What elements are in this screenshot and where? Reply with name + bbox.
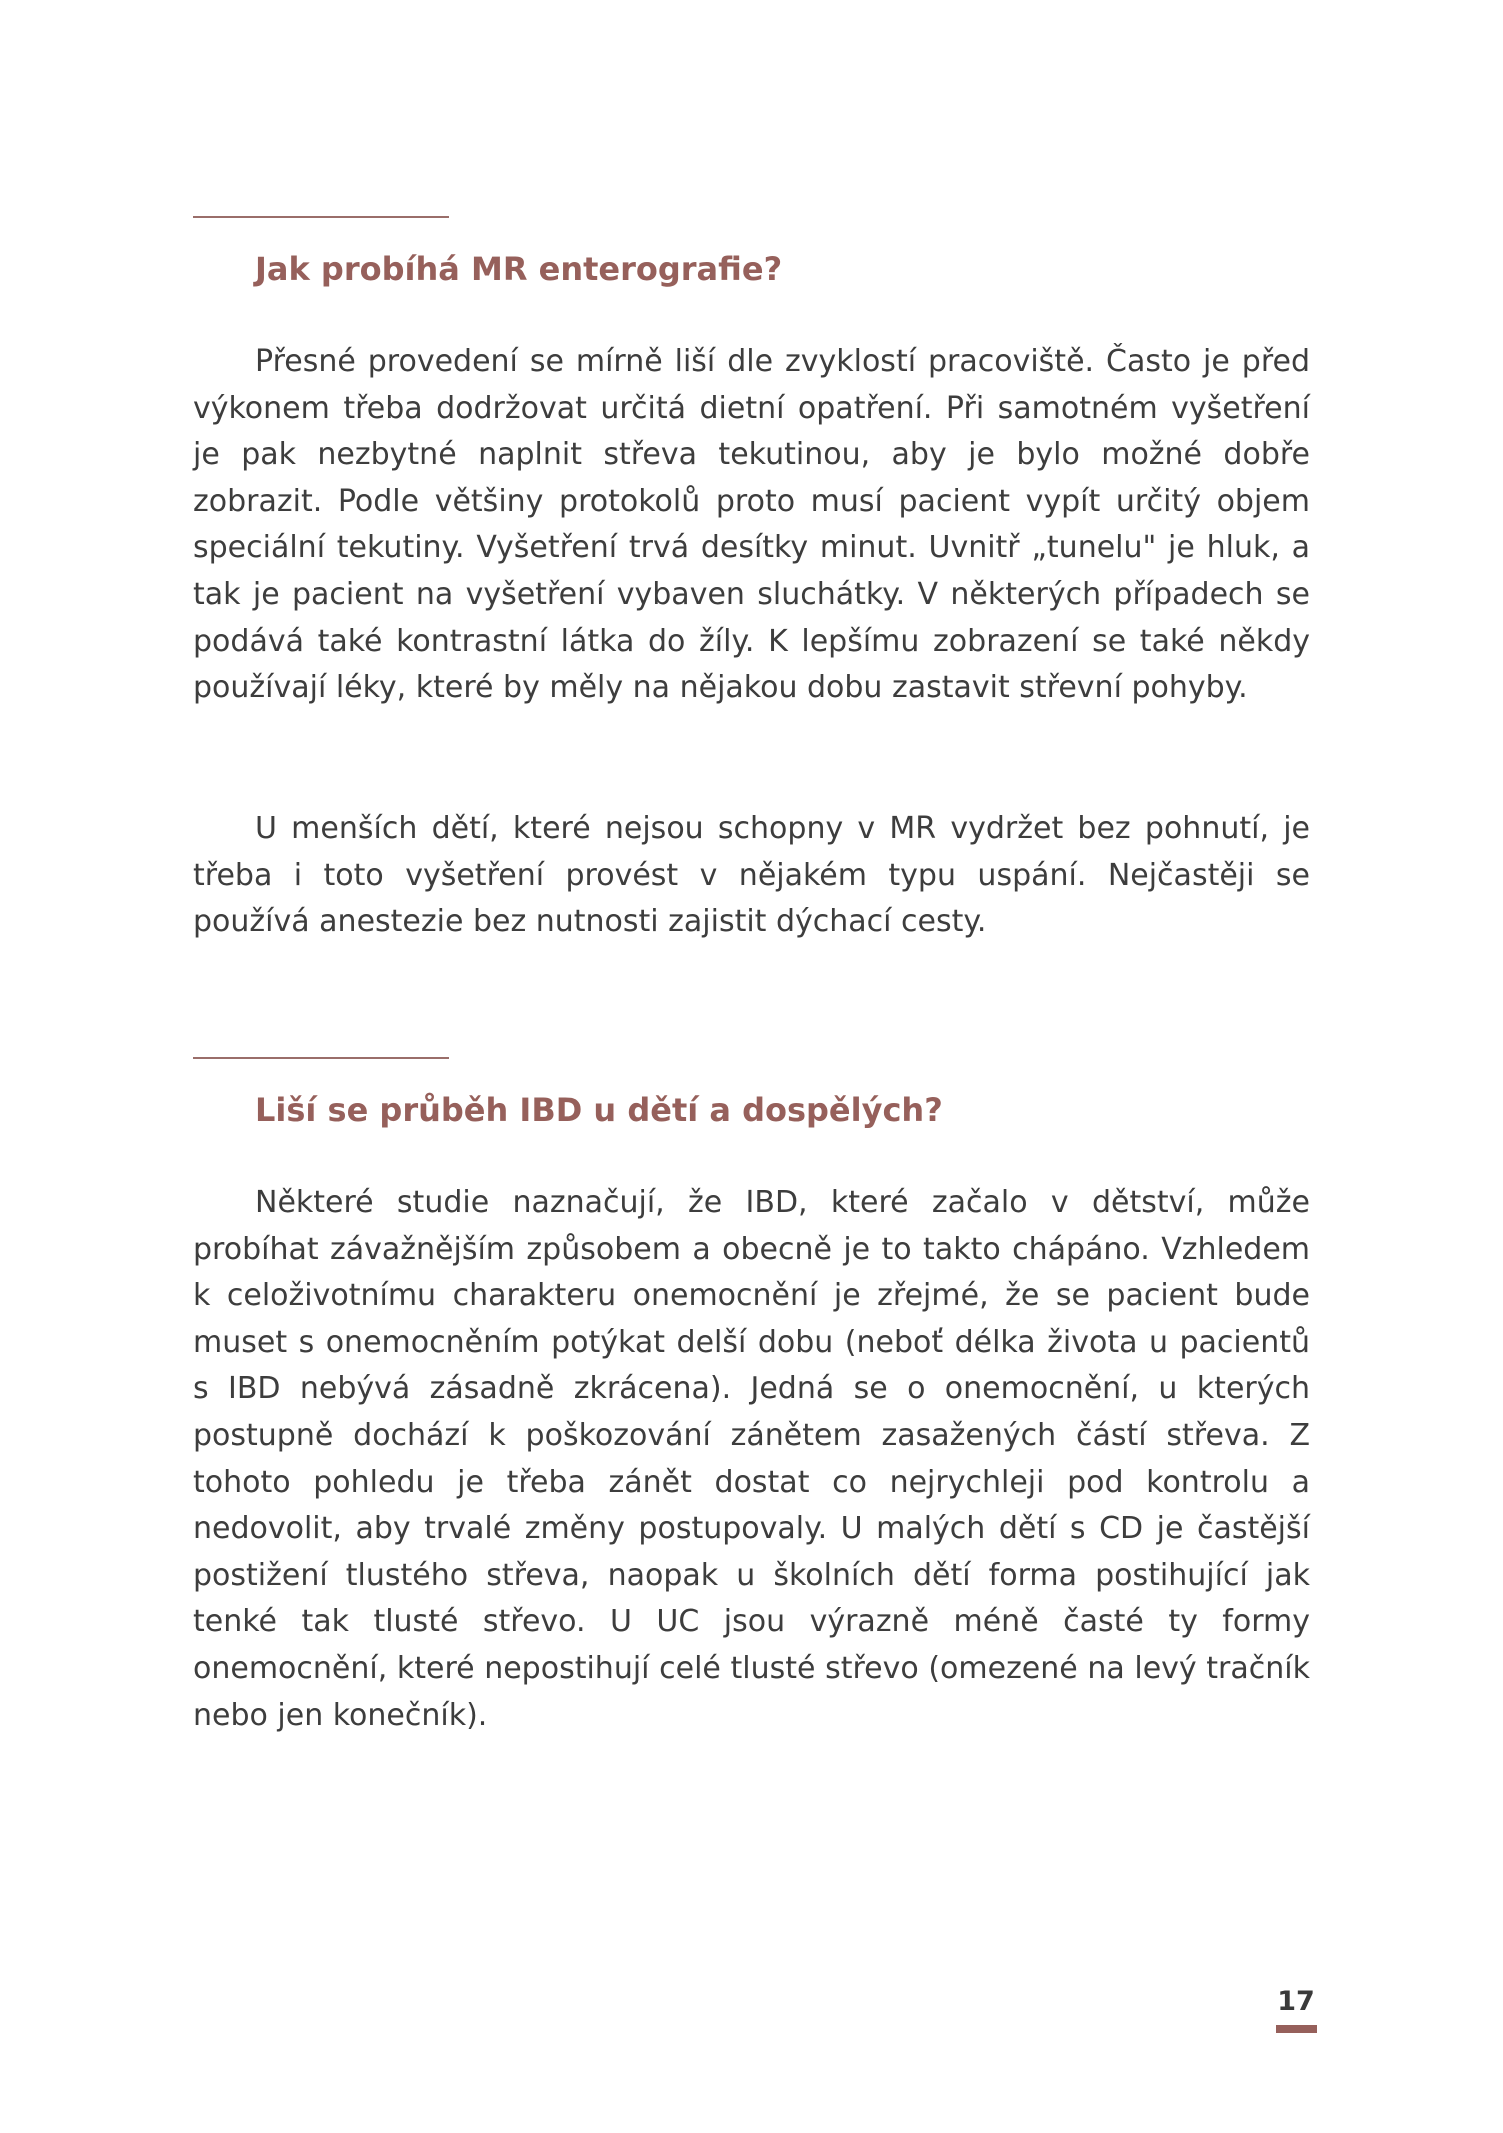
page-number: 17 bbox=[1277, 1986, 1315, 2017]
body-paragraph: Přesné provedení se mírně liší dle zvyklostí pracoviště. Často je před výkonem třeba dodržovat určitá dietní opatření. Při samotném vyšetření je pak nezbytné naplnit střeva tekutinou, aby je bylo možné dobře zobrazit. Podle většiny protokolů proto musí pacient vypít určitý objem speciální tekutiny. Vyšetření trvá desítky minut. Uvnitř „tunelu" je hluk, a tak je pacient na vyšetření vybaven sluchátky. V některých případech se podává také kontrastní látka do žíly. K lepšímu zobrazení se také někdy používají léky, které by měly na nějakou dobu zastavit střevní pohyby. bbox=[193, 344, 1310, 706]
section-heading: Jak probíhá MR enterografie? bbox=[255, 250, 783, 288]
section-divider bbox=[193, 216, 449, 218]
body-paragraph: U menších dětí, které nejsou schopny v MR vydržet bez pohnutí, je třeba i toto vyšetření provést v nějakém typu uspání. Nejčastěji se používá anestezie bez nutnosti zajistit dýchací cesty. bbox=[193, 811, 1310, 940]
page-number-marker bbox=[1276, 2025, 1317, 2033]
section-divider bbox=[193, 1057, 449, 1059]
section-heading: Liší se průběh IBD u dětí a dospělých? bbox=[255, 1091, 943, 1129]
body-paragraph: Některé studie naznačují, že IBD, které začalo v dětství, může probíhat závažnějším způsobem a obecně je to takto chápáno. Vzhledem k celoživotnímu charakteru onemocnění je zřejmé, že se pacient bude muset s onemocněním potýkat delší dobu (neboť délka života u pacientů s IBD nebývá zásadně zkrácena). Jedná se o onemocnění, u kterých postupně dochází k poškozování zánětem zasažených částí střeva. Z tohoto pohledu je třeba zánět dostat co nejrychleji pod kontrolu a nedovolit, aby trvalé změny postupovaly. U malých dětí s CD je častější postižení tlustého střeva, naopak u školních dětí forma postihující jak tenké tak tlusté střevo. U UC jsou výrazně méně časté ty formy onemocnění, které nepostihují celé tlusté střevo (omezené na levý tračník nebo jen konečník). bbox=[193, 1185, 1310, 1733]
